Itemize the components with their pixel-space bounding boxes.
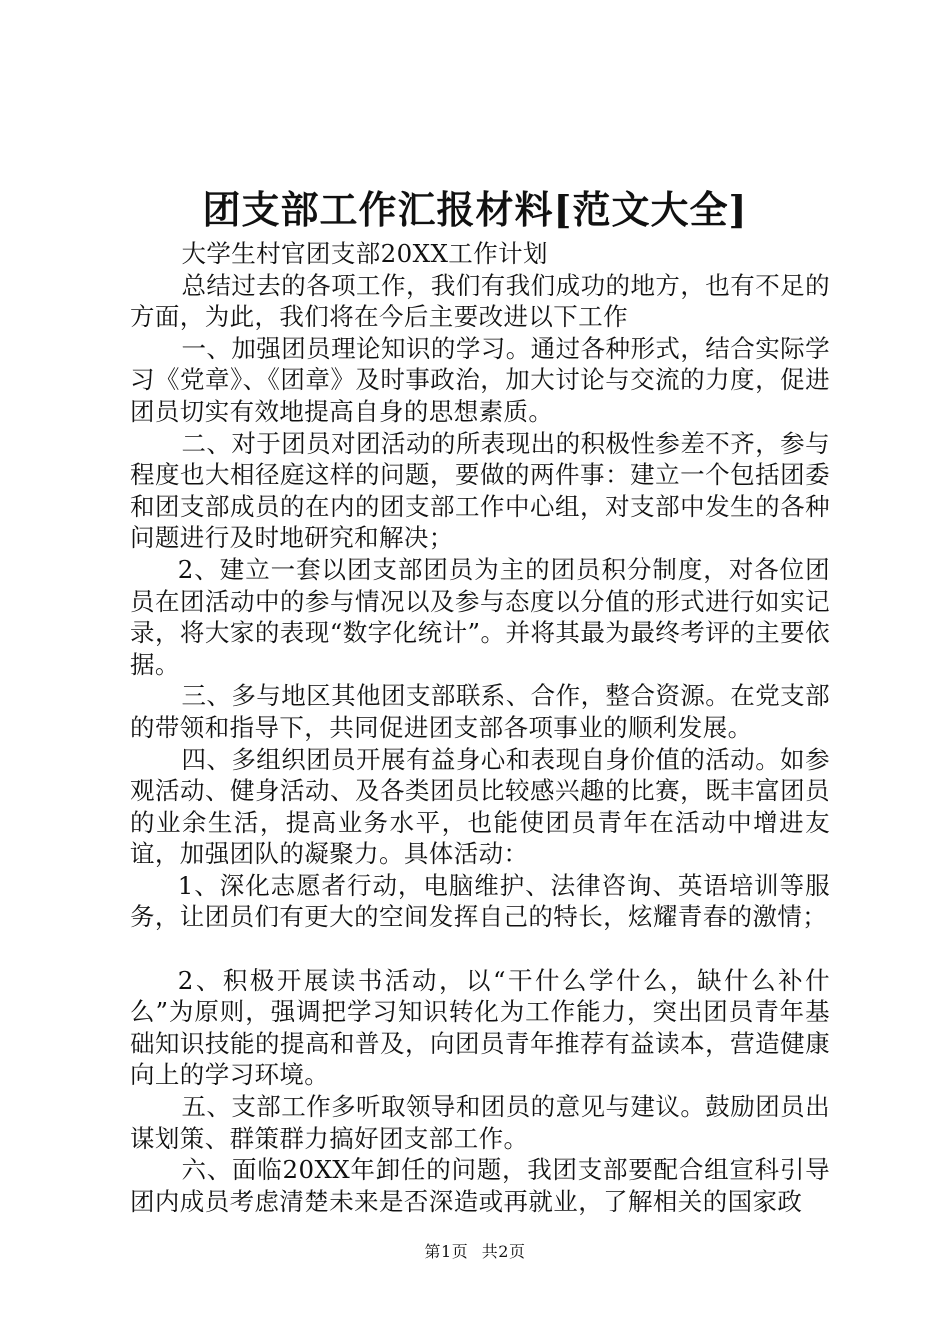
paragraph-item-4-sub-2: 2、积极开展读书活动，以“干什么学什么，缺什么补什么”为原则，强调把学习知识转化为工作能力，突出团员青年基础知识技能的提高和普及，向团员青年推荐有益读本，营造健康向上的学习环境。 (130, 965, 830, 1090)
paragraph-item-2-sub-2: 2、建立一套以团支部团员为主的团员积分制度，对各位团员在团活动中的参与情况以及参与态度以分值的形式进行如实记录，将大家的表现“数字化统计”。并将其最为最终考评的主要依据。 (130, 554, 830, 679)
paragraph-item-3: 三、多与地区其他团支部联系、合作，整合资源。在党支部的带领和指导下，共同促进团支部各项事业的顺利发展。 (130, 681, 830, 742)
paragraph-spacer (130, 933, 830, 965)
paragraph-item-1: 一、加强团员理论知识的学习。通过各种形式，结合实际学习《党章》、《团章》及时事政治，加大讨论与交流的力度，促进团员切实有效地提高自身的思想素质。 (130, 333, 830, 426)
page-number: 第1页 (424, 1242, 469, 1261)
paragraph-item-5: 五、支部工作多听取领导和团员的意见与建议。鼓励团员出谋划策、群策群力搞好团支部工作。 (130, 1092, 830, 1153)
paragraph-subtitle: 大学生村官团支部20XX工作计划 (181, 239, 548, 268)
paragraph-item-6: 六、面临20XX年卸任的问题，我团支部要配合组宣科引导团内成员考虑清楚未来是否深造或再就业，了解相关的国家政 (130, 1155, 830, 1216)
document-body (130, 238, 830, 1217)
page-footer (0, 1242, 950, 1262)
paragraph-item-4-sub-1: 1、深化志愿者行动，电脑维护、法律咨询、英语培训等服务，让团员们有更大的空间发挥自己的特长，炫耀青春的激情； (130, 870, 830, 932)
paragraph-item-4: 四、多组织团员开展有益身心和表现自身价值的活动。如参观活动、健身活动、及各类团员比较感兴趣的比赛，既丰富团员的业余生活，提高业务水平，也能使团员青年在活动中增进友谊，加强团队的凝聚力。具体活动： (130, 744, 830, 869)
document-title: 团支部工作汇报材料[范文大全] (202, 187, 748, 232)
paragraph-summary: 总结过去的各项工作，我们有我们成功的地方，也有不足的方面，为此，我们将在今后主要改进以下工作 (130, 270, 830, 332)
page-total: 共2页 (481, 1242, 526, 1261)
paragraph-item-2: 二、对于团员对团活动的所表现出的积极性参差不齐，参与程度也大相径庭这样的问题，要做的两件事：建立一个包括团委和团支部成员的在内的团支部工作中心组，对支部中发生的各种问题进行及时地研究和解决； (130, 428, 830, 553)
